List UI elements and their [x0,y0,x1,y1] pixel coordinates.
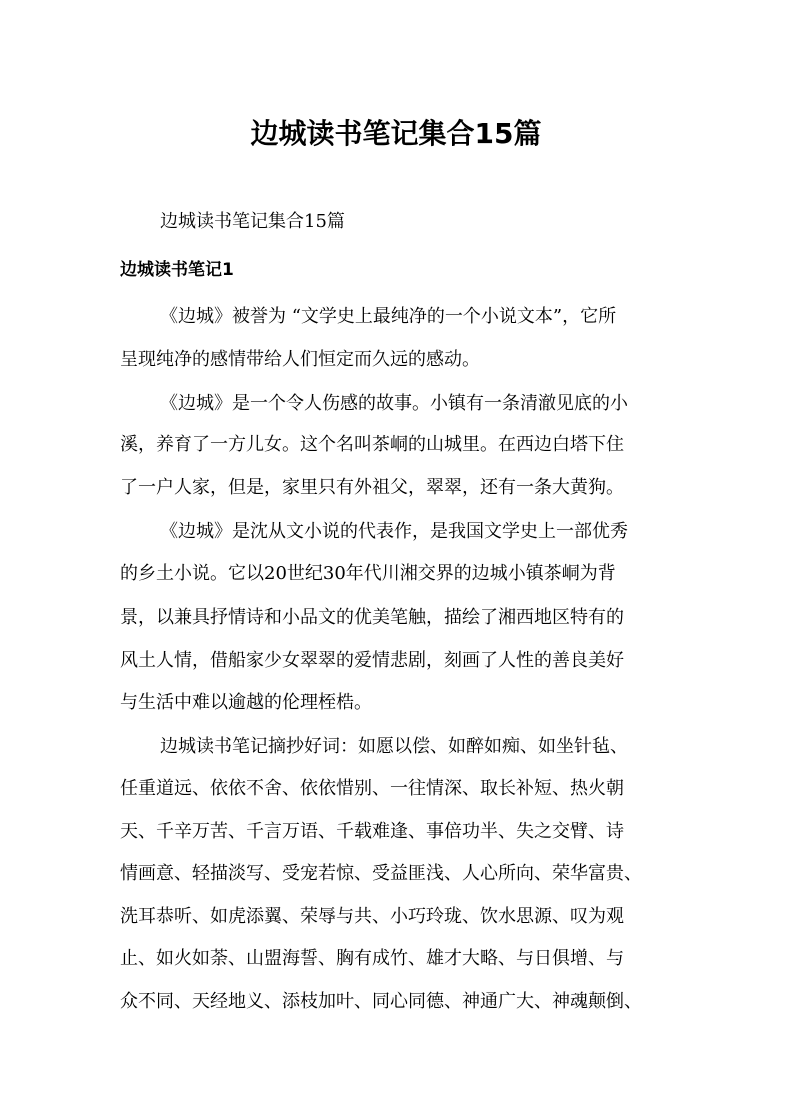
paragraph-line: 的乡土小说。它以20世纪30年代川湘交界的边城小镇茶峒为背 [120,563,616,584]
paragraph-line: 了一户人家，但是，家里只有外祖父，翠翠，还有一条大黄狗。 [120,477,624,498]
paragraph-line: 《边城》是沈从文小说的代表作，是我国文学史上一部优秀 [160,521,628,542]
paragraph-line: 景，以兼具抒情诗和小品文的优美笔触，描绘了湘西地区特有的 [120,607,624,628]
paragraph-line: 《边城》被誉为 “文学史上最纯净的一个小说文本”，它所 [160,306,617,327]
paragraph-line: 情画意、轻描淡写、受宠若惊、受益匪浅、人心所向、荣华富贵、 [120,863,642,884]
paragraph-line: 边城读书笔记摘抄好词：如愿以偿、如醉如痴、如坐针毡、 [160,736,628,757]
paragraph-line: 洗耳恭听、如虎添翼、荣辱与共、小巧玲珑、饮水思源、叹为观 [120,906,624,927]
paragraph-line: 溪，养育了一方儿女。这个名叫茶峒的山城里。在西边白塔下住 [120,434,624,455]
paragraph-line: 天、千辛万苦、千言万语、千载难逢、事倍功半、失之交臂、诗 [120,821,624,842]
paragraph-line: 呈现纯净的感情带给人们恒定而久远的感动。 [120,349,480,370]
document-title: 边城读书笔记集合15篇 [250,117,542,150]
paragraph-line: 任重道远、依依不舍、依依惜别、一往情深、取长补短、热火朝 [120,778,624,799]
paragraph-line: 与生活中难以逾越的伦理桎梏。 [120,692,372,713]
paragraph-line: 众不同、天经地义、添枝加叶、同心同德、神通广大、神魂颠倒、 [120,991,642,1012]
paragraph-line: 《边城》是一个令人伤感的故事。小镇有一条清澈见底的小 [160,393,628,414]
section-heading: 边城读书笔记1 [120,260,234,280]
paragraph-line: 止、如火如荼、山盟海誓、胸有成竹、雄才大略、与日俱增、与 [120,948,624,969]
document-subtitle: 边城读书笔记集合15篇 [160,211,345,232]
paragraph-line: 风土人情，借船家少女翠翠的爱情悲剧，刻画了人性的善良美好 [120,650,624,671]
